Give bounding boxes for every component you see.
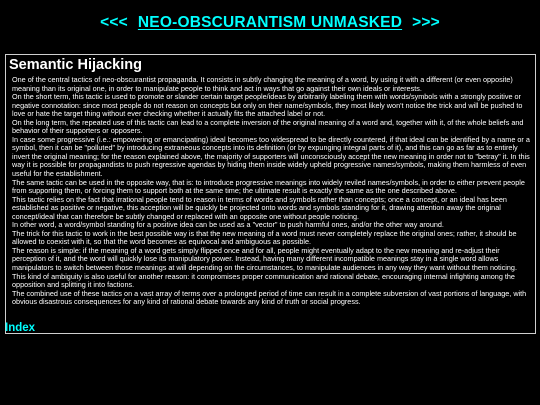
paragraph: One of the central tactics of neo-obscurantist propaganda. It consists in subtly changing the meaning of a word, by using it with a different (or even opposite) meaning than its original one, in order to manipulate people to think and act in ways that go against their own ideals or interests. (12, 75, 513, 93)
paragraph: On the long term, the repeated use of this tactic can lead to a complete inversion of the original meaning of a word and, together with it, of the whole beliefs and behavior of their supporters or opposers. (12, 117, 524, 136)
content-panel (5, 54, 536, 334)
paragraph: The combined use of these tactics on a vast array of terms over a prolonged period of time can result in a complete subversion of vast portions of language, with obvious disastrous consequences for any kind of rational debate towards any kind of truth or social progress. (12, 288, 527, 307)
paragraph: This kind of ambiguity is also useful for another reason: it compromises proper communication and rational debate, encouraging internal infighting among the opposition and splitting it into factions. (12, 271, 515, 290)
page-header (0, 0, 540, 46)
paragraph: The same tactic can be used in the opposite way, that is: to introduce progressive meanings into widely reviled names/symbols, in order to either prevent people from supporting them, or forcing them to support both at the same time; the ultimate result is exactly the same as the one described above. (12, 177, 525, 196)
prev-arrows-link[interactable]: <<< (100, 14, 128, 31)
section-title: Semantic Hijacking (9, 57, 142, 73)
paragraph: In other word, a word/symbol standing for a positive idea can be used as a "vector" to push harmful ones, and/or the other way around. (12, 220, 444, 230)
paragraph: In case some progressive (i.e.: empowering or emancipating) ideal becomes too widespread to be directly countered, if that ideal can be identified by a name or a symbol, then it can be "polluted" by introducing extraneous concepts into its definition (or by expunging integral parts of it), and this can go as far as to entirely invert the original meaning; for the reason explained above, the majority of supporters will unconsciously accept the new meaning in order not to "betray" it. In this way it is possible for propagandists to push regressive agendas by hiding them inside widely upheld progressive names/symbols, making them harmless of even useful for the establishment. (12, 134, 530, 179)
index-link[interactable]: Index (5, 322, 36, 334)
paragraph: The reason is simple: if the meaning of a word gets simply flipped once and for all, people might eventually adapt to the new meaning and re-adjust their perception of it, and the word will quickly lose its manipulatory power. Instead, having many different incompatible meanings stay in a single word allows manipulators to switch between those meanings at will depending on the circumstances, to manipulate audiences in any way they want without them noticing. (12, 245, 517, 273)
page-title-link[interactable]: NEO-OBSCURANTISM UNMASKED (137, 14, 403, 31)
paragraph: This tactic relies on the fact that irrational people tend to reason in terms of words and symbols rather than concepts; once a concept, or an ideal has been established as positive or negative, this acception will be quickly be projected onto words and symbols standing for it, drawing attention away the original concept/ideal that can therefore be subtly changed or replaced with an opposite one without people noticing. (12, 194, 507, 221)
next-arrows-link[interactable]: >>> (412, 14, 440, 31)
paragraph: On the short term, this tactic is used to promote or slander certain target people/ideas by arbitrarily labeling them with words/symbols with a strongly positive or negative connotation: since most people do not reason on concepts but only on their name/symbols, they most likely won't notice the trick and will be pushed to love or hate the target thing without ever checking whether it actually fits the attached label or not. (12, 92, 523, 119)
paragraph: The trick for this tactic to work in the best possible way is that the new meaning of a word must never completely replace the original ones; rather, it should be allowed to coexist with it, so that the word becomes as equivocal and ambiguous as possible. (12, 228, 517, 247)
